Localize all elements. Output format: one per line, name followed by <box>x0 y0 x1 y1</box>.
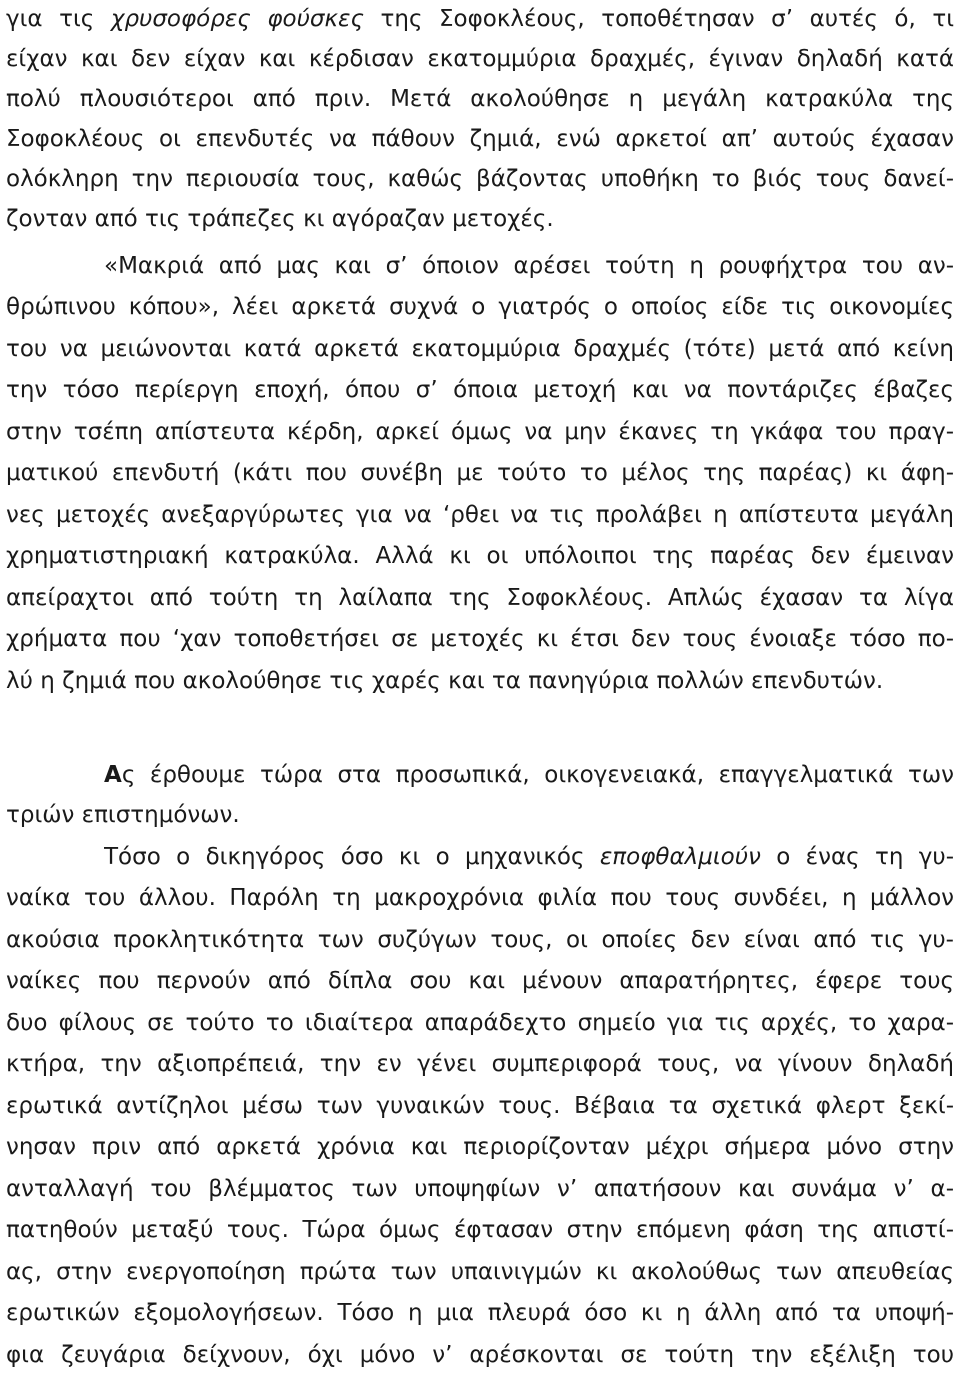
text-line <box>6 496 954 534</box>
text-segment: Τόσο ο δικηγόρος όσο κι ο μηχανικός <box>104 844 600 870</box>
text-line <box>6 80 954 118</box>
text-line <box>6 962 954 1000</box>
text-line <box>6 413 954 451</box>
text-segment: ερωτικά αντίζηλοι μέσω των γυναικών τους. Βέβαια τα σχετικά φλερτ ξεκί- <box>6 1093 954 1119</box>
text-segment: ο ένας τη γυ- <box>760 844 954 870</box>
text-segment: χρηματιστηριακή κατρακύλα. Αλλά κι οι υπόλοιποι της παρέας δεν έμειναν <box>6 543 954 569</box>
text-line <box>6 579 954 617</box>
text-line <box>6 1294 954 1332</box>
text-segment: «Μακριά από μας και σ’ όποιον αρέσει τούτη η ρουφήχτρα του αν- <box>104 253 954 279</box>
text-segment: φια ζευγάρια δείχνουν, όχι μόνο ν’ αρέσκονται σε τούτη την εξέλιξη του <box>6 1342 954 1368</box>
text-line <box>104 756 954 794</box>
text-line <box>104 247 954 285</box>
text-line <box>6 796 954 834</box>
text-segment: ματικού επενδυτή (κάτι που συνέβη με τούτο το μέλος της παρέας) κι άφη- <box>6 460 954 486</box>
text-segment: ακούσια προκλητικότητα των συζύγων τους, οι οποίες δεν είναι από τις γυ- <box>6 927 954 953</box>
text-line <box>6 120 954 158</box>
text-line <box>6 662 954 700</box>
text-line <box>6 1170 954 1208</box>
text-segment: ολόκληρη την περιουσία τους, καθώς βάζοντας υποθήκη το βιός τους δανεί- <box>6 166 954 192</box>
text-segment: λύ η ζημιά που ακολούθησε τις χαρές και τα πανηγύρια πολλών επενδυτών. <box>6 668 884 694</box>
text-segment: κτήρα, την αξιοπρέπειά, την εν γένει συμπεριφορά τους, να γίνουν δηλαδή <box>6 1051 954 1077</box>
text-segment: στην τσέπη απίστευτα κέρδη, αρκεί όμως να μην έκανες τη γκάφα του πραγ- <box>6 419 954 445</box>
italic-text-segment: χρυσοφόρες φούσκες <box>110 6 364 32</box>
text-line <box>6 454 954 492</box>
text-segment: ζονταν από τις τράπεζες κι αγόραζαν μετοχές. <box>6 206 554 232</box>
text-segment: απείραχτοι από τούτη τη λαίλαπα της Σοφοκλέους. Απλώς έχασαν τα λίγα <box>6 585 954 611</box>
text-segment: είχαν και δεν είχαν και κέρδισαν εκατομμύρια δραχμές, έγιναν δηλαδή κατά <box>6 46 954 72</box>
text-segment: πατηθούν μεταξύ τους. Τώρα όμως έφτασαν στην επόμενη φάση της απιστί- <box>6 1217 954 1243</box>
text-line <box>6 1253 954 1291</box>
text-segment: χρήματα που ‘χαν τοποθετήσει σε μετοχές κι έτσι δεν τους ένοιαξε τόσο πο- <box>6 626 954 652</box>
text-line <box>6 1045 954 1083</box>
text-segment: της Σοφοκλέους, τοποθέτησαν σ’ αυτές ό, τι <box>363 6 954 32</box>
text-line <box>6 620 954 658</box>
text-line <box>6 1004 954 1042</box>
text-segment: ανταλλαγή του βλέμματος των υποψηφίων ν’ απατήσουν και συνάμα ν’ α- <box>6 1176 954 1202</box>
text-line <box>6 537 954 575</box>
text-segment: ας, στην ενεργοποίηση πρώτα των υπαινιγμών κι ακολούθως των απευθείας <box>6 1259 954 1285</box>
text-segment: ναίκες που περνούν από δίπλα σου και μένουν απαρατήρητες, έφερε τους <box>6 968 954 994</box>
text-line <box>6 40 954 78</box>
text-segment: νησαν πριν από αρκετά χρόνια και περιορίζονταν μέχρι σήμερα μόνο στην <box>6 1134 954 1160</box>
text-segment: θρώπινου κόπου», λέει αρκετά συχνά ο γιατρός ο οποίος είδε τις οικονομίες <box>6 294 954 320</box>
text-segment: πολύ πλουσιότεροι από πριν. Μετά ακολούθησε η μεγάλη κατρακύλα της <box>6 86 954 112</box>
text-line <box>6 1128 954 1166</box>
text-line <box>6 160 954 198</box>
text-line <box>6 371 954 409</box>
text-line <box>6 1211 954 1249</box>
text-line <box>104 838 954 876</box>
text-segment: ναίκα του άλλου. Παρόλη τη μακροχρόνια φιλία που τους συνδέει, η μάλλον <box>6 885 954 911</box>
text-line <box>6 1336 954 1374</box>
text-segment: νες μετοχές ανεξαργύρωτες για να ‘ρθει να τις προλάβει η απίστευτα μεγάλη <box>6 502 954 528</box>
text-segment: δυο φίλους σε τούτο το ιδιαίτερα απαράδεχτο σημείο για τις αρχές, το χαρα- <box>6 1010 954 1036</box>
text-line <box>6 330 954 368</box>
text-segment: του να μειώνονται κατά αρκετά εκατομμύρια δραχμές (τότε) μετά από κείνη <box>6 336 954 362</box>
text-line <box>6 921 954 959</box>
bold-initial-letter: Α <box>104 762 122 788</box>
text-line <box>6 0 954 38</box>
text-line <box>6 288 954 326</box>
text-segment: για τις <box>6 6 111 32</box>
text-line <box>6 879 954 917</box>
text-line <box>6 200 954 238</box>
text-segment: τριών επιστημόνων. <box>6 802 240 828</box>
text-segment: Σοφοκλέους οι επενδυτές να πάθουν ζημιά, ενώ αρκετοί απ’ αυτούς έχασαν <box>6 126 954 152</box>
text-segment: την τόσο περίεργη εποχή, όπου σ’ όποια μετοχή και να ποντάριζες έβαζες <box>6 377 954 403</box>
text-segment: ς έρθουμε τώρα στα προσωπικά, οικογενειακά, επαγγελματικά των <box>121 762 954 788</box>
text-segment: ερωτικών εξομολογήσεων. Τόσο η μια πλευρά όσο κι η άλλη από τα υποψή- <box>6 1300 954 1326</box>
italic-text-segment: εποφθαλμιούν <box>599 844 761 870</box>
text-line <box>6 1087 954 1125</box>
